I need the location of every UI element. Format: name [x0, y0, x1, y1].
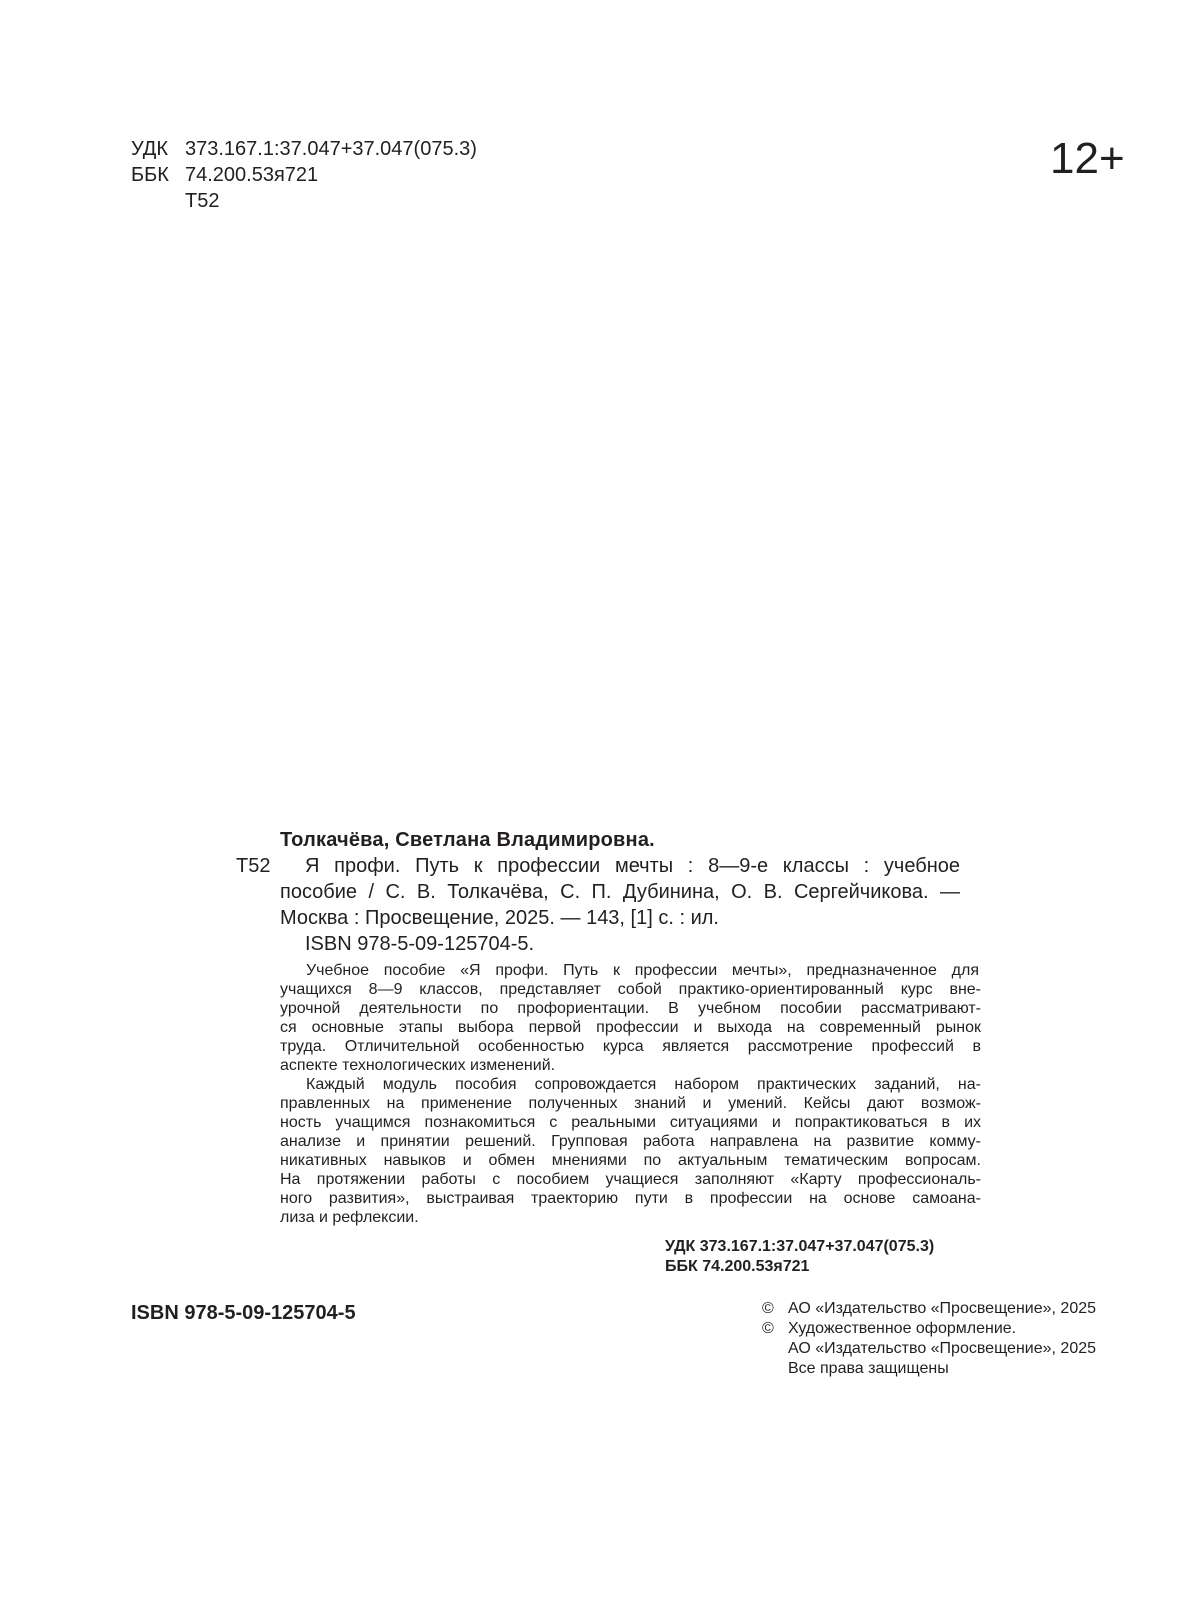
copyright-publisher: АО «Издательство «Просвещение», 2025 — [788, 1300, 1097, 1317]
author-mark-row — [131, 188, 219, 214]
annotation-line: ного развития», выстраивая траекторию пути в профессии на основе самоана- — [280, 1190, 981, 1207]
copyright-icon: © — [762, 1320, 774, 1337]
copyright-row — [762, 1359, 1096, 1379]
annotation-line: аспекте технологических изменений. — [280, 1057, 556, 1074]
annotation-line: ность учащимся познакомиться с реальными ситуациями и попрактиковаться в их — [280, 1114, 981, 1131]
annotation-line: правленных на применение полученных знаний и умений. Кейсы дают возмож- — [280, 1095, 981, 1112]
annotation-line: На протяжении работы с пособием учащиеся заполняют «Карту профессиональ- — [280, 1171, 981, 1188]
card-udk-code: УДК 373.167.1:37.047+37.047(075.3) — [665, 1238, 935, 1255]
author-mark: Т52 — [185, 190, 220, 212]
card-title-line: Я профи. Путь к профессии мечты : 8—9-е классы : учебное — [305, 855, 960, 877]
copyright-row — [762, 1319, 1096, 1339]
card-authors-line: пособие / С. В. Толкачёва, С. П. Дубинина, О. В. Сергейчикова. — — [280, 881, 960, 903]
annotation-line: труда. Отличительной особенностью курса является рассмотрение профессий в — [280, 1038, 981, 1055]
isbn: ISBN 978-5-09-125704-5 — [131, 1302, 356, 1324]
copyright-block — [762, 1299, 1096, 1379]
udk-label: УДК — [131, 138, 169, 160]
copyright-row — [762, 1299, 1096, 1319]
bbk-row — [131, 162, 318, 188]
copyright-row — [762, 1339, 1096, 1359]
card-isbn-line: ISBN 978-5-09-125704-5. — [305, 933, 535, 955]
annotation-line: никативных навыков и обмен мнениями по актуальным тематическим вопросам. — [280, 1152, 981, 1169]
udk-value: 373.167.1:37.047+37.047(075.3) — [185, 138, 477, 160]
copyright-art-design: Художественное оформление. — [788, 1320, 1017, 1337]
copyright-icon: © — [762, 1300, 774, 1317]
card-bbk-code: ББК 74.200.53я721 — [665, 1258, 810, 1275]
card-author-heading: Толкачёва, Светлана Владимировна. — [280, 829, 655, 851]
copyright-rights: Все права защищены — [788, 1360, 949, 1377]
annotation-line: лиза и рефлексии. — [280, 1209, 419, 1226]
card-imprint-line: Москва : Просвещение, 2025. — 143, [1] с. : ил. — [280, 907, 719, 929]
udk-row — [131, 136, 477, 162]
card-index: Т52 — [236, 855, 271, 877]
annotation-line: урочной деятельности по профориентации. В учебном пособии рассматривают- — [280, 1000, 981, 1017]
annotation-line: ся основные этапы выбора первой профессии и выхода на современный рынок — [280, 1019, 981, 1036]
annotation-line: анализе и принятии решений. Групповая работа направлена на развитие комму- — [280, 1133, 981, 1150]
copyright-art-publisher: АО «Издательство «Просвещение», 2025 — [788, 1340, 1097, 1357]
bbk-value: 74.200.53я721 — [185, 164, 319, 186]
annotation-line: учащихся 8—9 классов, представляет собой практико-ориентированный курс вне- — [280, 981, 981, 998]
bbk-label: ББК — [131, 164, 169, 186]
age-rating: 12+ — [1050, 134, 1125, 183]
annotation-line: Учебное пособие «Я профи. Путь к профессии мечты», предназначенное для — [306, 962, 979, 979]
annotation-line: Каждый модуль пособия сопровождается набором практических заданий, на- — [306, 1076, 981, 1093]
